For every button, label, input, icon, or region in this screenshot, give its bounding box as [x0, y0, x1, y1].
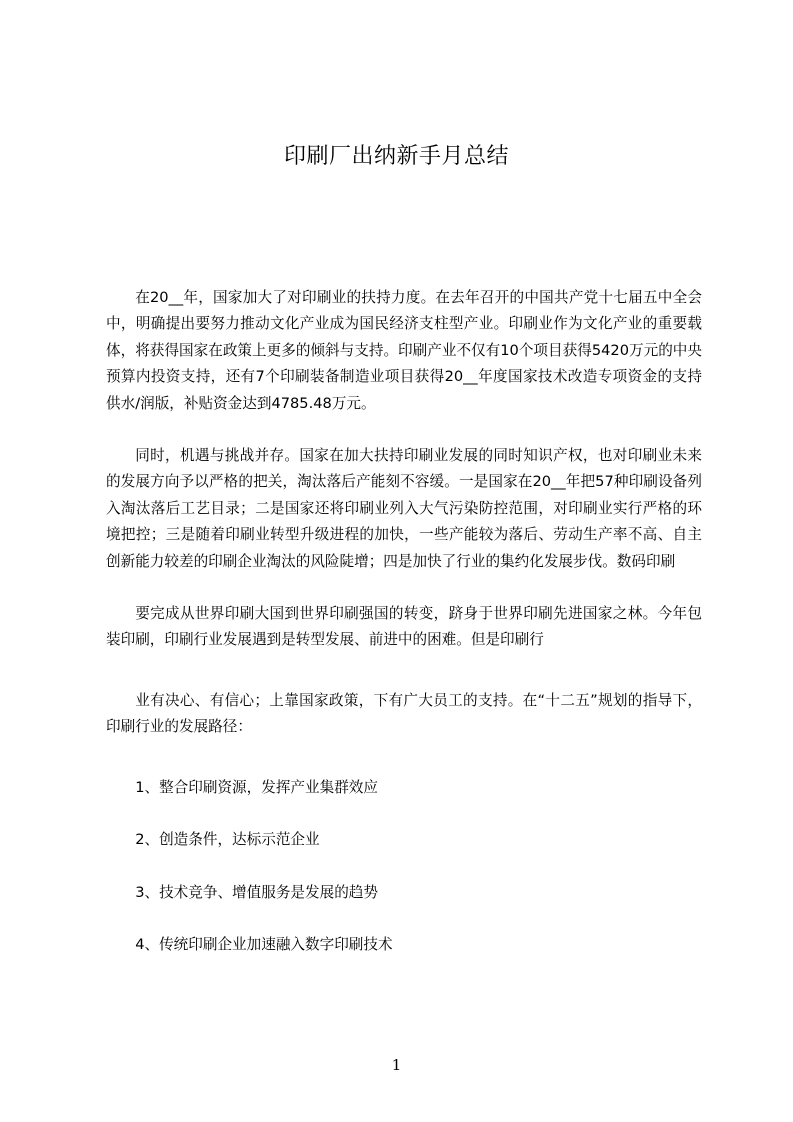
list-item-4: 4、传统印刷企业加速融入数字印刷技术 — [135, 935, 393, 953]
paragraph-3: 要完成从世界印刷大国到世界印刷强国的转变，跻身于世界印刷先进国家之林。今年包装印刷，印刷行业发展遇到是转型发展、前进中的困难。但是印刷行 — [106, 605, 702, 649]
paragraph-4: 业有决心、有信心；上靠国家政策，下有广大员工的支持。在“十二五”规划的指导下，印刷行业的发展路径： — [106, 691, 702, 736]
document-body — [106, 285, 702, 984]
paragraph-1: 在20__年，国家加大了对印刷业的扶持力度。在去年召开的中国共产党十七届五中全会中，明确提出要努力推动文化产业成为国民经济支柱型产业。印刷业作为文化产业的重要载体，将获得国家在政策上更多的倾斜与支持。印刷产业不仅有10个项目获得5420万元的中央预算内投资支持，还有7个印刷装备制造业项目获得20__年度国家技术改造专项资金的支持供水/润版，补贴资金达到4785.48万元。 — [106, 289, 702, 412]
list-item-1: 1、整合印刷资源，发挥产业集群效应 — [135, 778, 378, 796]
paragraph-2: 同时，机遇与挑战并存。国家在加大扶持印刷业发展的同时知识产权，也对印刷业未来的发展方向予以严格的把关，淘汰落后产能刻不容缓。一是国家在20__年把57种印刷设备列入淘汰落后工艺目录；二是国家还将印刷业列入大气污染防控范围，对印刷业实行严格的环境把控；三是随着印刷业转型升级进程的加快，一些产能较为落后、劳动生产率不高、自主创新能力较差的印刷企业淘汰的风险陡增；四是加快了行业的集约化发展步伐。数码印刷 — [106, 447, 702, 570]
document-title: 印刷厂出纳新手月总结 — [283, 144, 509, 169]
page-number: 1 — [391, 1056, 402, 1074]
list-item-2: 2、创造条件，达标示范企业 — [135, 831, 320, 849]
list-item-3: 3、技术竞争、增值服务是发展的趋势 — [135, 883, 378, 901]
